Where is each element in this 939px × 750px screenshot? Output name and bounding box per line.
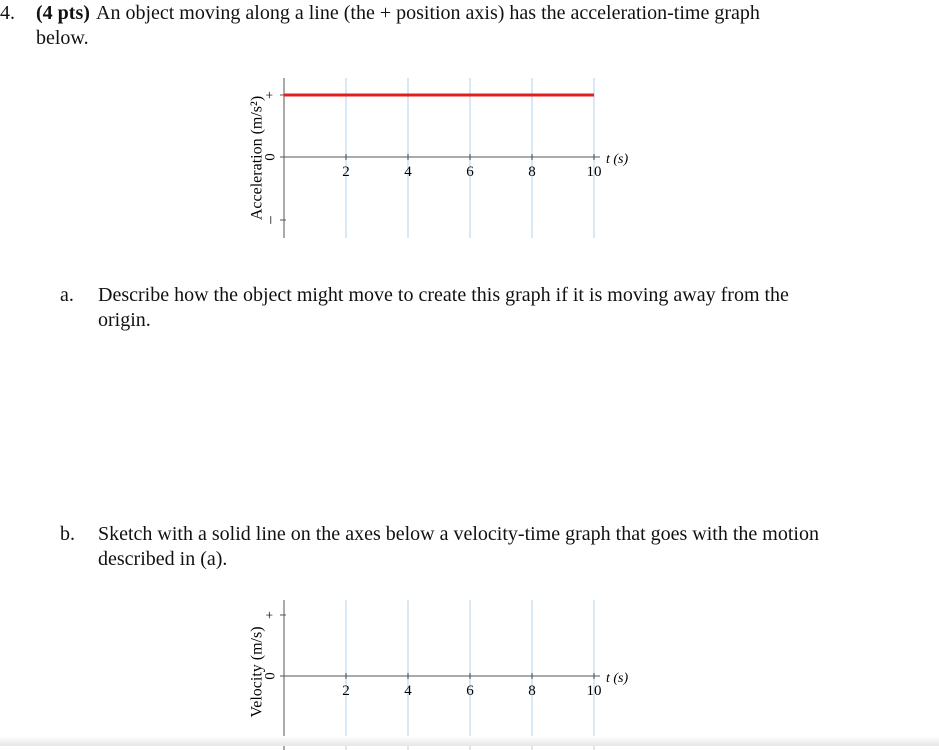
part-a-text-line1: Describe how the object might move to create this graph if it is moving away from the (98, 284, 789, 306)
x-tick-label: 8 (528, 683, 536, 699)
acceleration-time-graph (0, 70, 939, 320)
x-tick-label: 4 (404, 164, 412, 180)
question-text-line2: below. (36, 27, 89, 49)
question-text-line1: An object moving along a line (the + position axis) has the acceleration-time graph (96, 2, 760, 24)
x-tick-label: 8 (528, 164, 536, 180)
x-tick-label: 4 (404, 683, 412, 699)
part-b-letter: b. (60, 523, 75, 545)
part-a-letter: a. (60, 284, 74, 306)
y-tick-label-minus: – (262, 216, 279, 224)
x-tick-label: 10 (586, 164, 602, 180)
y-axis-label: Velocity (m/s) (248, 626, 266, 718)
y-tick-label-zero: 0 (262, 672, 279, 680)
y-tick-label-plus: + (263, 91, 279, 99)
page-bottom-edge (0, 736, 939, 746)
question-number: 4. (0, 2, 15, 24)
x-tick-label: 2 (342, 683, 350, 699)
x-axis-label: t (s) (606, 671, 629, 686)
y-tick-label-zero: 0 (262, 153, 279, 161)
part-a-text-line2: origin. (98, 309, 151, 331)
x-tick-label: 10 (586, 683, 602, 699)
part-b-text-line2: described in (a). (98, 548, 228, 570)
y-tick-label-plus: + (263, 611, 279, 619)
question-points: (4 pts) (36, 2, 90, 24)
y-axis-label: Acceleration (m/s²) (248, 95, 266, 221)
x-axis-label: t (s) (606, 152, 629, 167)
x-tick-label: 6 (466, 683, 474, 699)
x-tick-label: 2 (342, 164, 350, 180)
velocity-time-graph[interactable] (0, 590, 939, 750)
part-b-text-line1: Sketch with a solid line on the axes below a velocity-time graph that goes with the motion (98, 523, 819, 545)
x-tick-label: 6 (466, 164, 474, 180)
